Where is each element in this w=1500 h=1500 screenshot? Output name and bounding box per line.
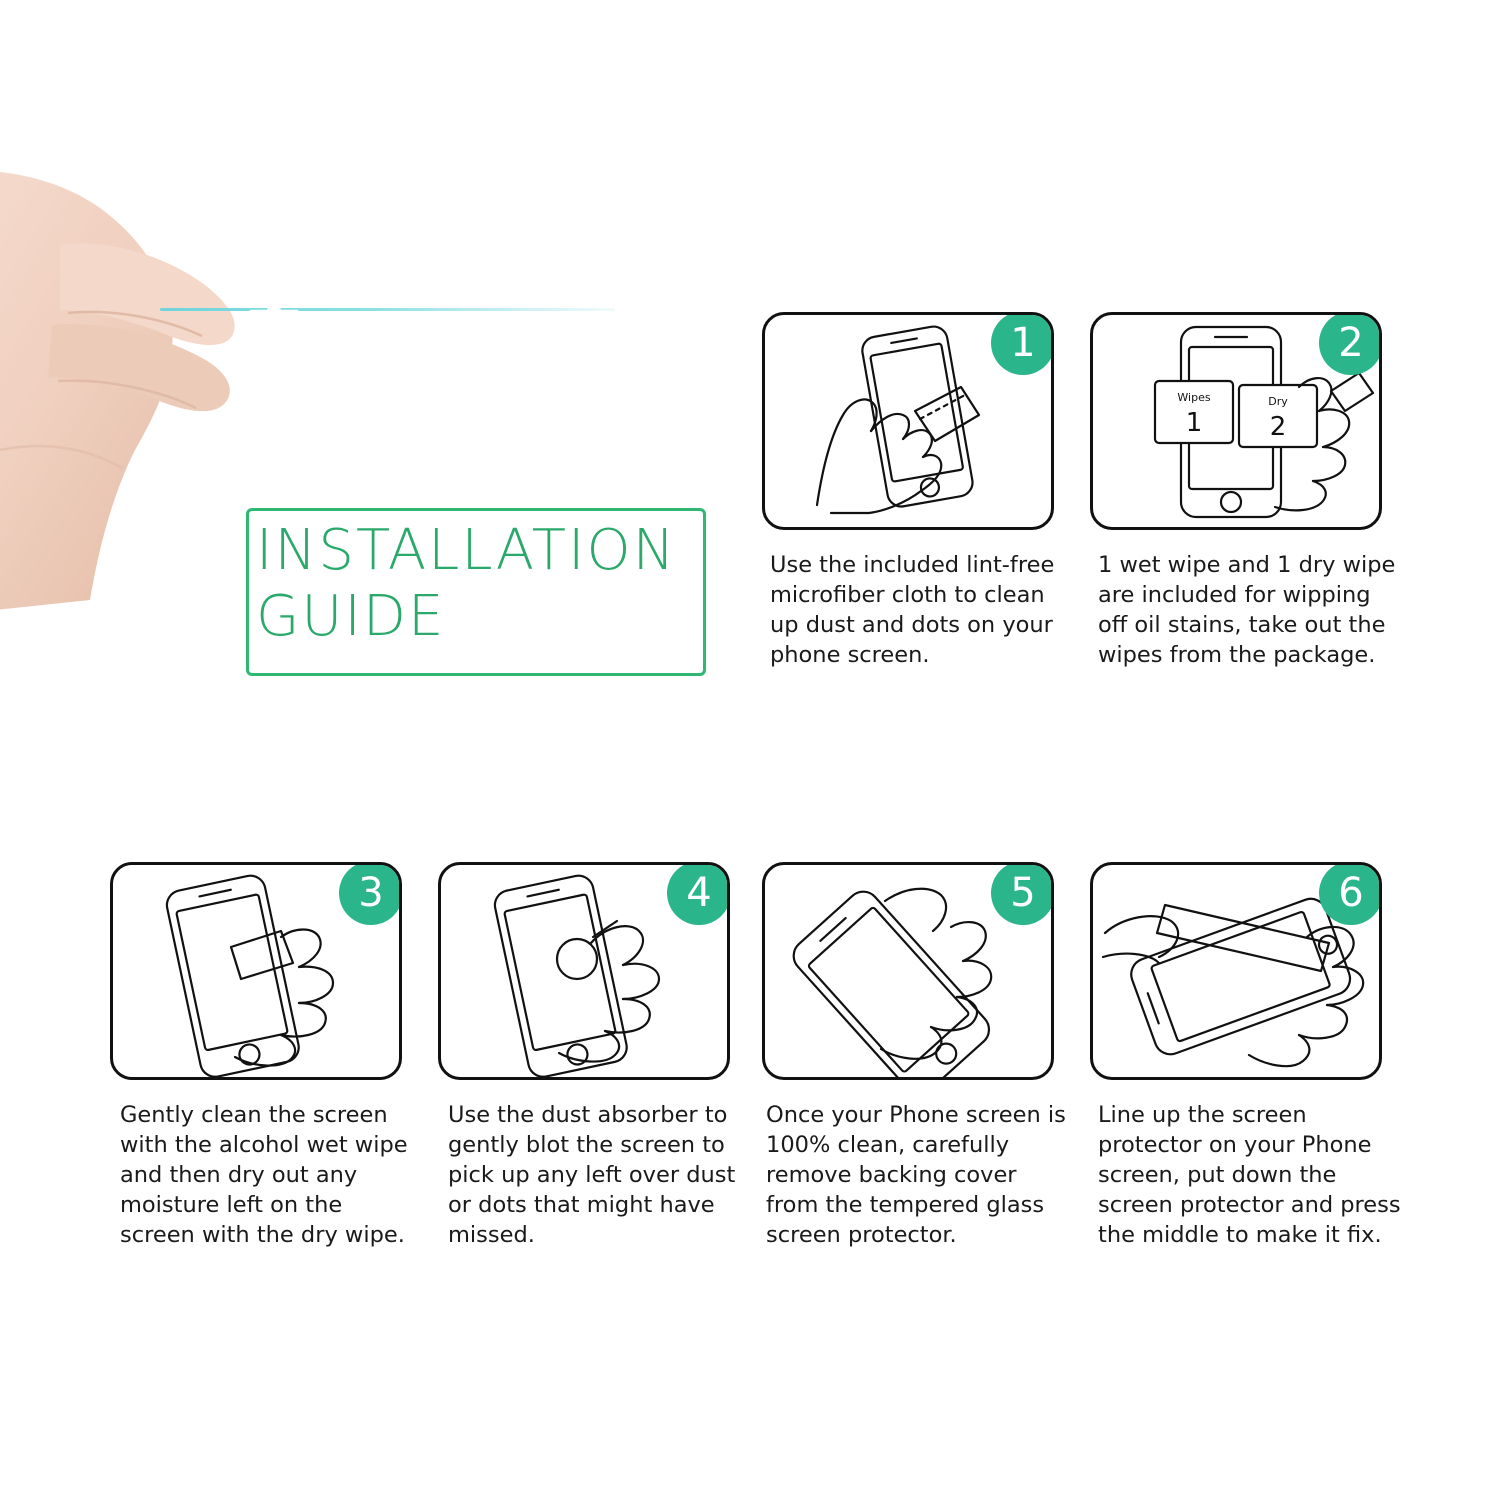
hand-illustration bbox=[0, 150, 270, 620]
step-3-badge: 3 bbox=[339, 862, 402, 925]
page-title-line2: GUIDE bbox=[256, 584, 446, 649]
step-6-badge: 6 bbox=[1319, 862, 1382, 925]
svg-text:2: 2 bbox=[1269, 412, 1287, 442]
step-3-caption: Gently clean the screen with the alcohol wet wipe and then dry out any moisture left on the screen with the dry wipe. bbox=[120, 1102, 408, 1248]
step-4-badge: 4 bbox=[667, 862, 730, 925]
step-6-caption: Line up the screen protector on your Phone screen, put down the screen protector and press the middle to make it fix. bbox=[1098, 1102, 1401, 1248]
step-5 bbox=[762, 862, 1066, 1248]
step-5-badge: 5 bbox=[991, 862, 1054, 925]
step-4 bbox=[438, 862, 736, 1248]
sparkle-icon bbox=[248, 285, 300, 337]
step-5-panel bbox=[762, 862, 1054, 1080]
step-1-panel bbox=[762, 312, 1054, 530]
step-3-panel bbox=[110, 862, 402, 1080]
step-1 bbox=[762, 312, 1055, 668]
page-title bbox=[256, 518, 706, 650]
svg-text:Wipes: Wipes bbox=[1177, 391, 1211, 404]
tempered-glass-edge bbox=[160, 308, 615, 311]
step-2-panel bbox=[1090, 312, 1382, 530]
step-1-badge: 1 bbox=[991, 312, 1054, 375]
step-3 bbox=[110, 862, 408, 1248]
step-4-panel bbox=[438, 862, 730, 1080]
step-4-caption: Use the dust absorber to gently blot the screen to pick up any left over dust or dots that might have missed. bbox=[448, 1102, 736, 1248]
step-2 bbox=[1090, 312, 1396, 668]
step-2-caption: 1 wet wipe and 1 dry wipe are included for wipping off oil stains, take out the wipes from the package. bbox=[1098, 552, 1396, 668]
step-6 bbox=[1090, 862, 1401, 1248]
step-1-caption: Use the included lint-free microfiber cloth to clean up dust and dots on your phone screen. bbox=[770, 552, 1055, 668]
step-2-badge: 2 bbox=[1319, 312, 1382, 375]
page-title-line1: INSTALLATION bbox=[256, 518, 677, 583]
svg-text:Dry: Dry bbox=[1268, 395, 1288, 408]
step-6-panel bbox=[1090, 862, 1382, 1080]
step-5-caption: Once your Phone screen is 100% clean, carefully remove backing cover from the tempered glass screen protector. bbox=[766, 1102, 1066, 1248]
svg-text:1: 1 bbox=[1185, 408, 1203, 438]
